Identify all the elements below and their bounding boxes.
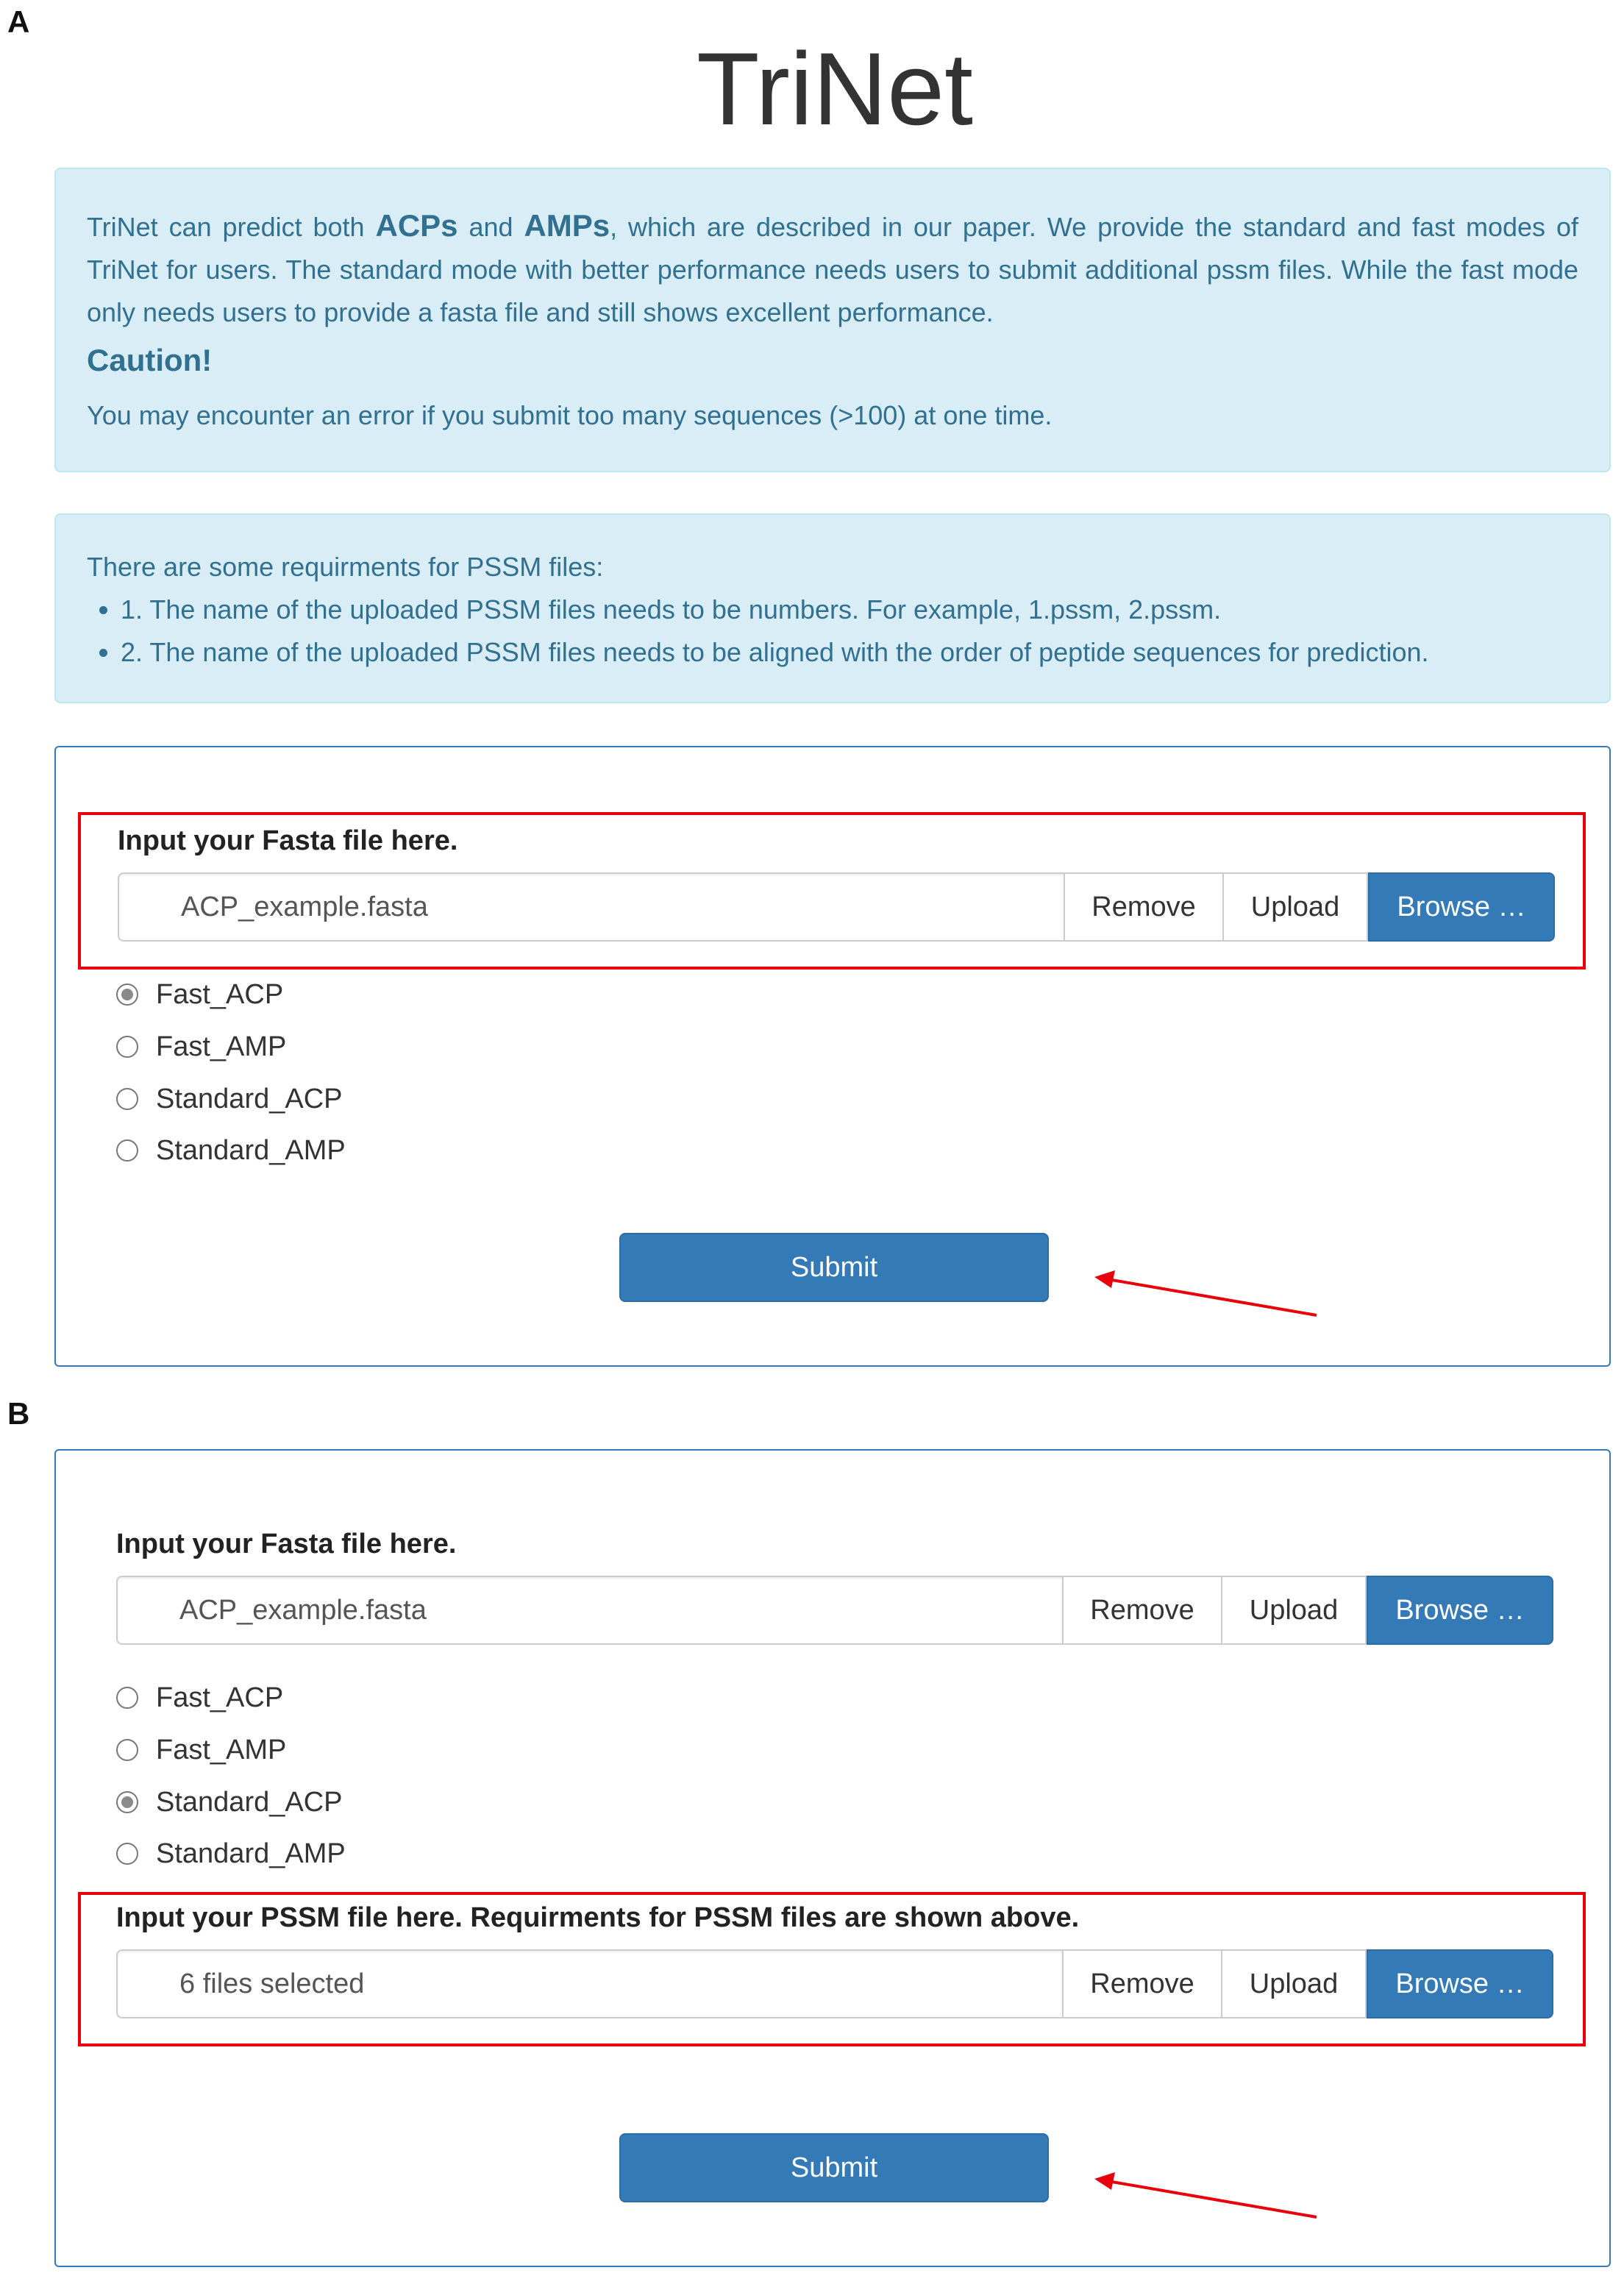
mode-option-fast-amp[interactable]: Fast_AMP [116, 1728, 286, 1772]
browse-button[interactable]: Browse … [1367, 1949, 1553, 2018]
requirement-item: • 2. The name of the uploaded PSSM files needs to be aligned with the order of peptide sequences for prediction. [121, 631, 1578, 674]
intro-text: TriNet can predict both ACPs and AMPs, which are described in our paper. We provide the standard and fast modes of TriNet for users. The standard mode with better performance needs users to submit additional pssm files. While the fast mode only needs users to provide a fasta file and still shows excellent performance. [87, 208, 1578, 327]
caution-heading: Caution! [87, 343, 213, 377]
remove-button[interactable]: Remove [1062, 1949, 1222, 2018]
remove-button[interactable]: Remove [1064, 872, 1224, 942]
browse-button[interactable]: Browse … [1367, 1576, 1553, 1645]
upload-button[interactable]: Upload [1224, 872, 1368, 942]
caution-text: You may encounter an error if you submit too many sequences (>100) at one time. [87, 400, 1053, 430]
requirement-item: • 1. The name of the uploaded PSSM files needs to be numbers. For example, 1.pssm, 2.pssm. [121, 588, 1578, 631]
fasta-label: Input your Fasta file here. [118, 825, 458, 856]
mode-option-standard-acp[interactable]: Standard_ACP [116, 1780, 343, 1824]
mode-option-fast-amp[interactable]: Fast_AMP [116, 1025, 286, 1069]
submit-button[interactable]: Submit [619, 1233, 1049, 1302]
mode-option-fast-acp[interactable]: Fast_ACP [116, 1676, 283, 1720]
fasta-file-input[interactable]: ACP_example.fasta [116, 1576, 1062, 1645]
upload-button[interactable]: Upload [1222, 1576, 1367, 1645]
pssm-label: Input your PSSM file here. Requirments for PSSM files are shown above. [116, 1902, 1080, 1933]
upload-button[interactable]: Upload [1222, 1949, 1367, 2018]
mode-option-fast-acp[interactable]: Fast_ACP [116, 972, 283, 1017]
fasta-file-input[interactable]: ACP_example.fasta [118, 872, 1064, 942]
panel-label-a: A [7, 4, 30, 39]
remove-button[interactable]: Remove [1062, 1576, 1222, 1645]
fasta-label: Input your Fasta file here. [116, 1529, 457, 1559]
page-title: TriNet [697, 31, 973, 146]
requirements-heading: There are some requirments for PSSM files: [87, 552, 604, 582]
browse-button[interactable]: Browse … [1368, 872, 1555, 942]
submit-button[interactable]: Submit [619, 2133, 1049, 2202]
mode-option-standard-acp[interactable]: Standard_ACP [116, 1077, 343, 1121]
panel-label-b: B [7, 1396, 30, 1431]
pssm-file-input[interactable]: 6 files selected [116, 1949, 1062, 2018]
mode-option-standard-amp[interactable]: Standard_AMP [116, 1128, 346, 1173]
mode-option-standard-amp[interactable]: Standard_AMP [116, 1832, 346, 1876]
